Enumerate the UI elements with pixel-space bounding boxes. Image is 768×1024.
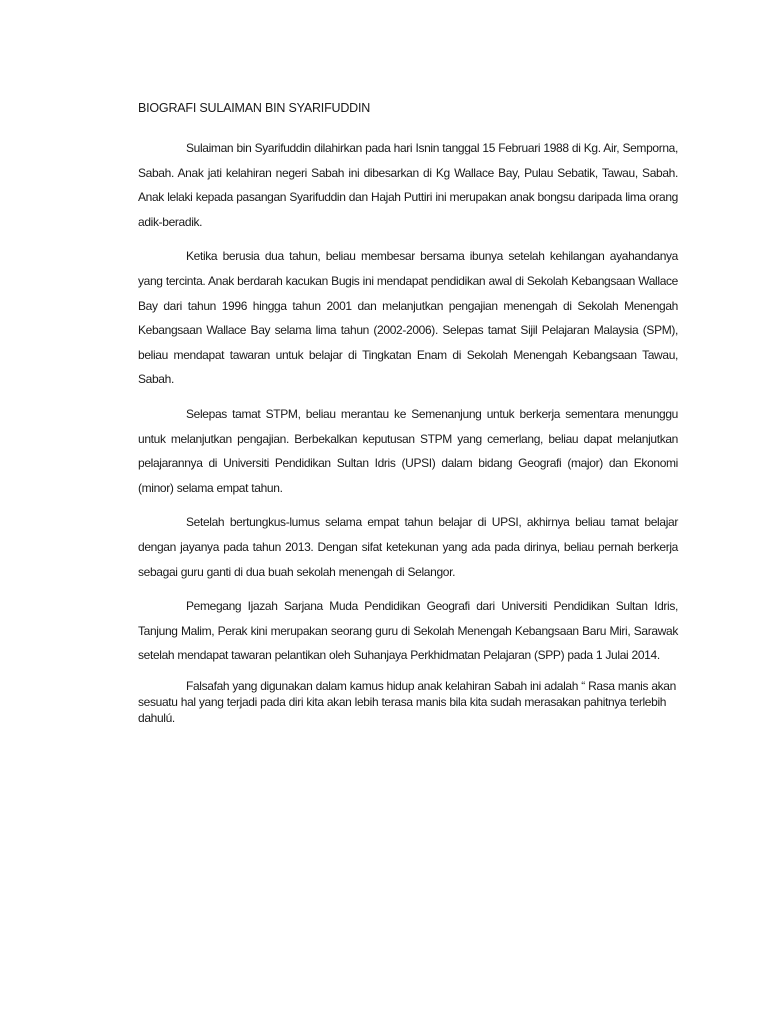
paragraph-career: Pemegang Ijazah Sarjana Muda Pendidikan Geografi dari Universiti Pendidikan Sultan Idris, Tanjung Malim, Perak kini merupakan seorang guru di Sekolah Menengah Kebangsaan Baru Miri, Sarawak setelah mendapat tawaran pelantikan oleh Suhanjaya Perkhidmatan Pelajaran (SPP) pada 1 Julai 2014.: [138, 599, 678, 663]
paragraph-university: Selepas tamat STPM, beliau merantau ke Semenanjung untuk berkerja sementara menunggu untuk melanjutkan pengajian. Berbekalkan keputusan STPM yang cemerlang, beliau dapat melanjutkan pelajarannya di Universiti Pendidikan Sultan Idris (UPSI) dalam bidang Geografi (major) dan Ekonomi (minor) selama empat tahun.: [138, 406, 678, 495]
document-body: [138, 136, 678, 736]
document-title: BIOGRAFI SULAIMAN BIN SYARIFUDDIN: [138, 101, 371, 115]
paragraph-philosophy: Falsafah yang digunakan dalam kamus hidup anak kelahiran Sabah ini adalah “ Rasa manis akan sesuatu hal yang terjadi pada diri kita akan lebih terasa manis bila kita sudah merasakan pahitnya terlebih dahulú.: [138, 678, 676, 725]
paragraph-early-education: Ketika berusia dua tahun, beliau membesar bersama ibunya setelah kehilangan ayahandanya yang tercinta. Anak berdarah kacukan Bugis ini mendapat pendidikan awal di Sekolah Kebangsaan Wallace Bay dari tahun 1996 hingga tahun 2001 dan melanjutkan pengajian menengah di Sekolah Menengah Kebangsaan Wallace Bay selama lima tahun (2002-2006). Selepas tamat Sijil Pelajaran Malaysia (SPM), beliau mendapat tawaran untuk belajar di Tingkatan Enam di Sekolah Menengah Kebangsaan Tawau, Sabah.: [138, 249, 678, 387]
paragraph-graduation: Setelah bertungkus-lumus selama empat tahun belajar di UPSI, akhirnya beliau tamat belajar dengan jayanya pada tahun 2013. Dengan sifat ketekunan yang ada pada dirinya, beliau pernah berkerja sebagai guru ganti di dua buah sekolah menengah di Selangor.: [138, 515, 678, 579]
paragraph-birth: Sulaiman bin Syarifuddin dilahirkan pada hari Isnin tanggal 15 Februari 1988 di Kg. Air, Semporna, Sabah. Anak jati kelahiran negeri Sabah ini dibesarkan di Kg Wallace Bay, Pulau Sebatik, Tawau, Sabah. Anak lelaki kepada pasangan Syarifuddin dan Hajah Puttiri ini merupakan anak bongsu daripada lima orang adik-beradik.: [138, 141, 678, 229]
